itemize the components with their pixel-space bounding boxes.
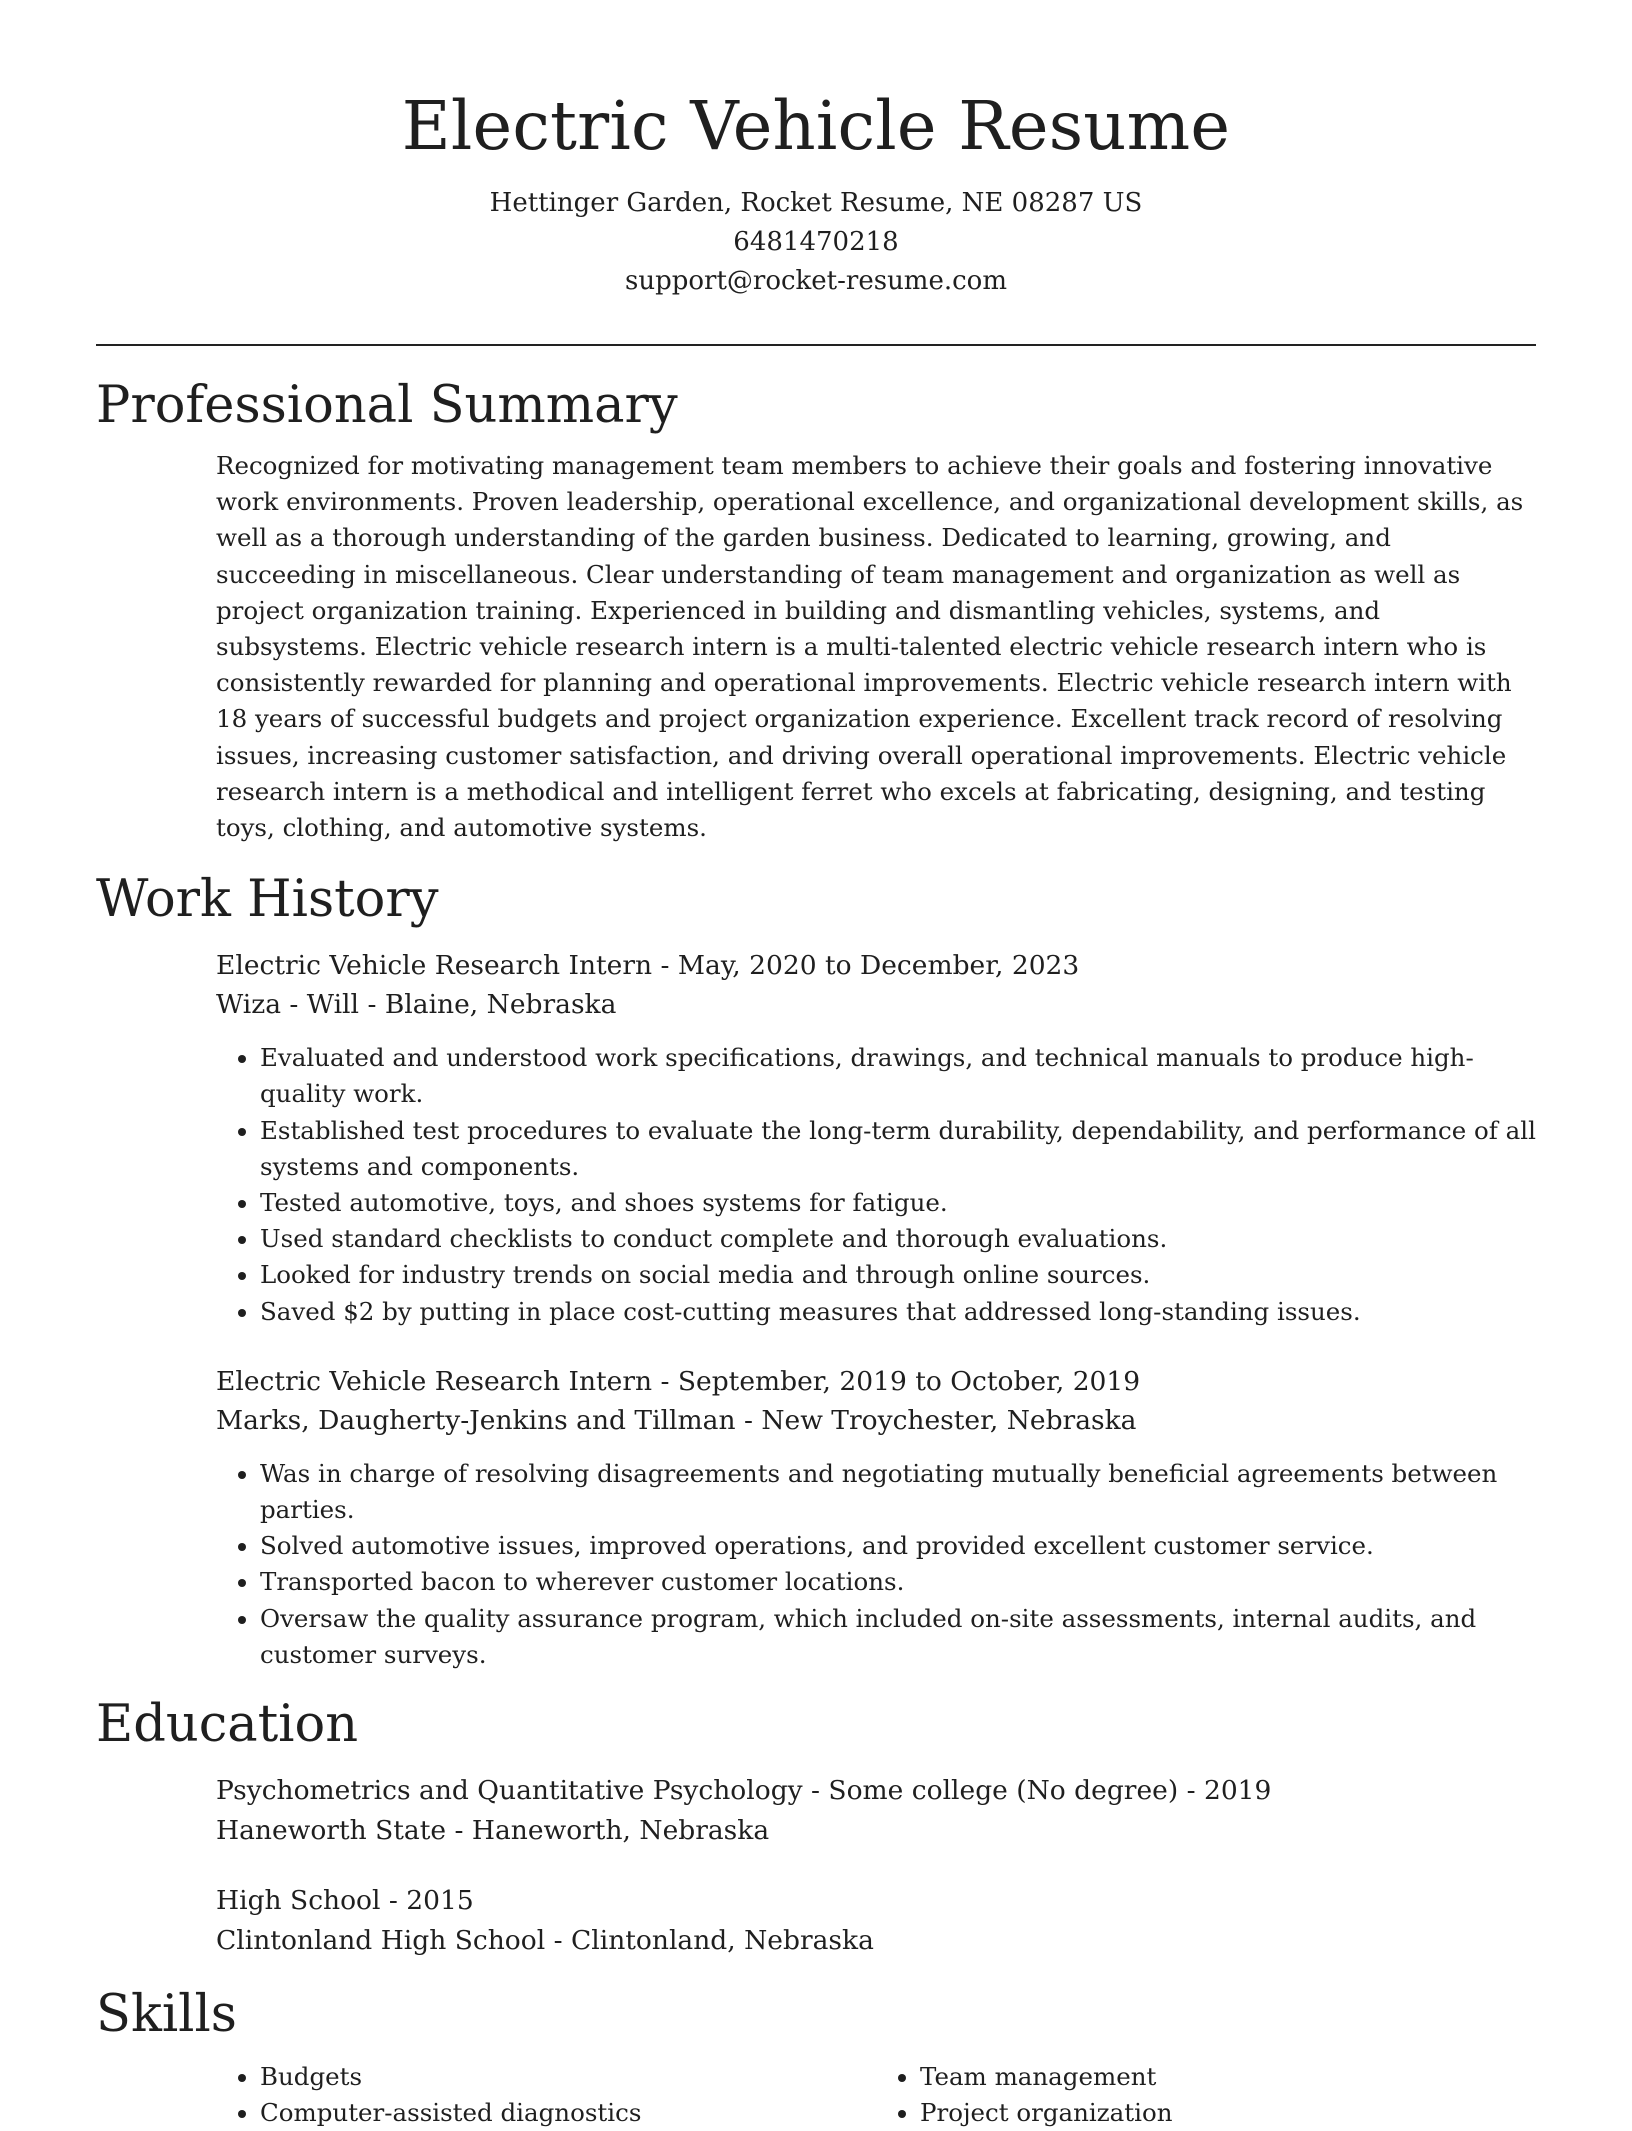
skill-item: • Budgets [260,2059,876,2095]
education-heading: Education [96,1695,359,1755]
job-title-line [216,946,1536,985]
summary-heading: Professional Summary [96,376,678,435]
resume-page [96,0,1536,2131]
job-entry [96,1362,1536,1673]
resume-title: Electric Vehicle Resume [401,87,1231,165]
header-divider [96,344,1536,346]
list-item: • Was in charge of resolving disagreements and negotiating mutually beneficial agreements between parties. [260,1456,1536,1528]
education-section [96,1691,1536,1961]
work-section [96,866,1536,1673]
education-degree: Psychometrics and Quantitative Psychology - Some college (No degree) - 2019 [216,1775,1272,1807]
list-item: • Evaluated and understood work specifications, drawings, and technical manuals to produce high-quality work. [260,1040,1536,1112]
contact-block [96,184,1536,301]
education-school: Clintonland High School [216,1925,546,1957]
skills-column-right [876,2059,1536,2131]
job-bullets [216,1456,1536,1673]
job-company: Wiza - Will [216,989,360,1021]
job-title-line [216,1362,1536,1401]
skills-heading: Skills [96,1985,237,2045]
summary-section [96,372,1536,846]
list-item: • Established test procedures to evaluate the long-term durability, dependability, and performance of all systems and components. [260,1113,1536,1185]
education-entry [96,1881,1536,1961]
contact-phone: 6481470218 [733,227,899,257]
list-item: • Looked for industry trends on social media and through online sources. [260,1257,1536,1293]
contact-email: support@rocket-resume.com [624,266,1007,296]
education-location: - Haneworth, Nebraska [446,1815,770,1847]
skill-item: • Team management [920,2059,1536,2095]
summary-text: Recognized for motivating management team members to achieve their goals and fostering innovative work environments. Proven leadership, operational excellence, and organizational development skills, as well as a thorough understanding of the garden business. Dedicated to learning, growing, and succeeding in miscellaneous. Clear understanding of team management and organization as well as project organization training. Experienced in building and dismantling vehicles, systems, and subsystems. Electric vehicle research intern is a multi-talented electric vehicle research intern who is consistently rewarded for planning and operational improvements. Electric vehicle research intern with 18 years of successful budgets and project organization experience. Excellent track record of resolving issues, increasing customer satisfaction, and driving overall operational improvements. Electric vehicle research intern is a methodical and intelligent ferret who excels at fabricating, designing, and testing toys, clothing, and automotive systems. [216,451,1524,843]
resume-header [96,0,1536,301]
skills-column-left [216,2059,876,2131]
education-entry [96,1771,1536,1851]
work-heading: Work History [96,870,439,930]
job-role: Electric Vehicle Research Intern [216,950,653,982]
skill-item: • Project organization [920,2095,1536,2131]
job-entry [96,946,1536,1330]
list-item: • Oversaw the quality assurance program, which included on-site assessments, internal audits, and customer surveys. [260,1601,1536,1673]
list-item: • Saved $2 by putting in place cost-cutting measures that addressed long-standing issues. [260,1294,1536,1330]
list-item: • Solved automotive issues, improved operations, and provided excellent customer service. [260,1528,1536,1564]
job-location: - Blaine, Nebraska [359,989,617,1021]
job-company-line [216,985,1536,1024]
skill-item: • Computer-assisted diagnostics [260,2095,876,2131]
job-dates: - May, 2020 to December, 2023 [652,950,1080,982]
summary-body [96,448,1536,846]
education-school-line [216,1921,1536,1961]
contact-address: Hettinger Garden, Rocket Resume, NE 08287 US [489,188,1143,218]
job-dates: - September, 2019 to October, 2019 [652,1365,1141,1397]
job-location: - New Troychester, Nebraska [735,1404,1137,1436]
education-location: - Clintonland, Nebraska [545,1925,874,1957]
job-role: Electric Vehicle Research Intern [216,1365,653,1397]
list-item: • Transported bacon to wherever customer locations. [260,1564,1536,1600]
job-company-line [216,1401,1536,1440]
skills-list [96,2059,1536,2131]
education-degree: High School - 2015 [216,1885,474,1917]
skills-section [96,1981,1536,2131]
list-item: • Used standard checklists to conduct complete and thorough evaluations. [260,1221,1536,1257]
education-school: Haneworth State [216,1815,447,1847]
job-bullets [216,1040,1536,1330]
education-school-line [216,1811,1536,1851]
job-company: Marks, Daugherty-Jenkins and Tillman [216,1404,736,1436]
list-item: • Tested automotive, toys, and shoes systems for fatigue. [260,1185,1536,1221]
